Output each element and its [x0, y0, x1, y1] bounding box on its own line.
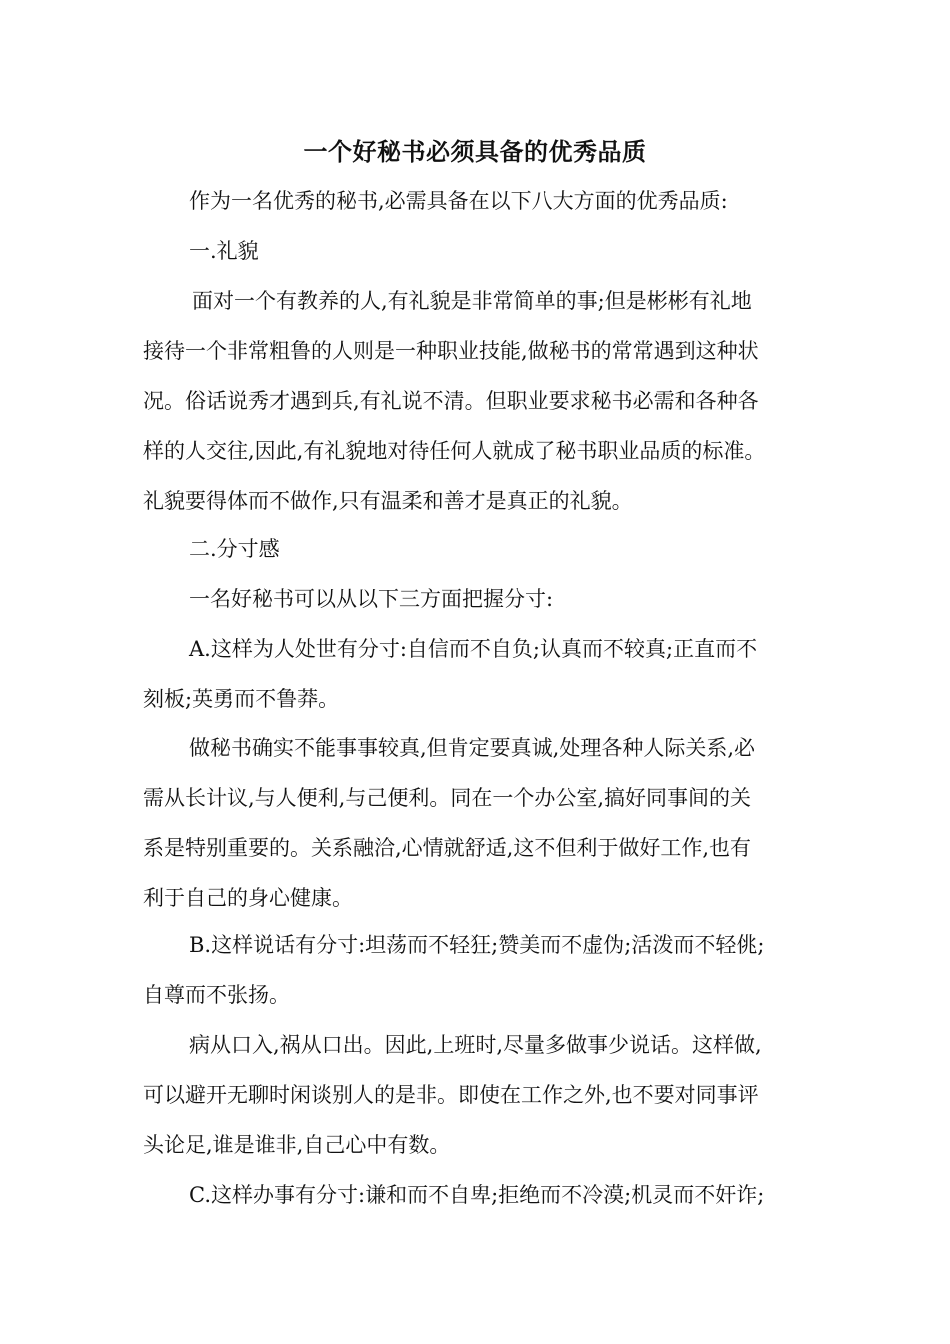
paragraph-line: 系是特别重要的。关系融洽,心情就舒适,这不但利于做好工作,也有	[143, 836, 752, 860]
paragraph-line: 利于自己的身心健康。	[143, 886, 353, 910]
document-title: 一个好秘书必须具备的优秀品质	[303, 138, 647, 166]
section1-heading: 一.礼貌	[189, 239, 259, 263]
paragraph-line: 刻板;英勇而不鲁莽。	[143, 687, 340, 711]
paragraph-line: B.这样说话有分寸:坦荡而不轻狂;赞美而不虚伪;活泼而不轻佻;	[189, 933, 765, 957]
section2-intro-block	[143, 574, 823, 624]
section2-heading-block	[143, 524, 823, 574]
paragraph-line: 可以避开无聊时闲谈别人的是非。即使在工作之外,也不要对同事评	[143, 1083, 759, 1107]
paragraph-line: A.这样为人处世有分寸:自信而不自负;认真而不较真;正直而不	[189, 637, 758, 661]
section1-heading-block	[143, 226, 823, 276]
point-b-detail-paragraph	[143, 1020, 823, 1170]
paragraph-line: 病从口入,祸从口出。因此,上班时,尽量多做事少说话。这样做,	[189, 1033, 762, 1057]
paragraph-line: 做秘书确实不能事事较真,但肯定要真诚,处理各种人际关系,必	[189, 736, 756, 760]
paragraph-line: C.这样办事有分寸:谦和而不自卑;拒绝而不冷漠;机灵而不奸诈;	[189, 1183, 765, 1207]
point-a-paragraph	[143, 624, 823, 724]
paragraph-line: 面对一个有教养的人,有礼貌是非常简单的事;但是彬彬有礼地	[192, 289, 752, 313]
intro-paragraph	[143, 176, 823, 226]
point-b-paragraph	[143, 920, 823, 1020]
paragraph-line: 况。俗话说秀才遇到兵,有礼说不清。但职业要求秘书必需和各种各	[143, 389, 759, 413]
section2-intro: 一名好秘书可以从以下三方面把握分寸:	[189, 587, 554, 611]
section2-heading: 二.分寸感	[189, 537, 280, 561]
paragraph-line: 礼貌要得体而不做作,只有温柔和善才是真正的礼貌。	[143, 489, 633, 513]
point-a-detail-paragraph	[143, 723, 823, 923]
paragraph-line: 头论足,谁是谁非,自己心中有数。	[143, 1133, 451, 1157]
paragraph-line: 样的人交往,因此,有礼貌地对待任何人就成了秘书职业品质的标准。	[143, 439, 766, 463]
intro-line: 作为一名优秀的秘书,必需具备在以下八大方面的优秀品质:	[189, 189, 728, 213]
point-c-paragraph	[143, 1170, 823, 1220]
paragraph-line: 自尊而不张扬。	[143, 983, 290, 1007]
section1-paragraph	[143, 276, 823, 526]
paragraph-line: 需从长计议,与人便利,与己便利。同在一个办公室,搞好同事间的关	[143, 786, 752, 810]
paragraph-line: 接待一个非常粗鲁的人则是一种职业技能,做秘书的常常遇到这种状	[143, 339, 759, 363]
